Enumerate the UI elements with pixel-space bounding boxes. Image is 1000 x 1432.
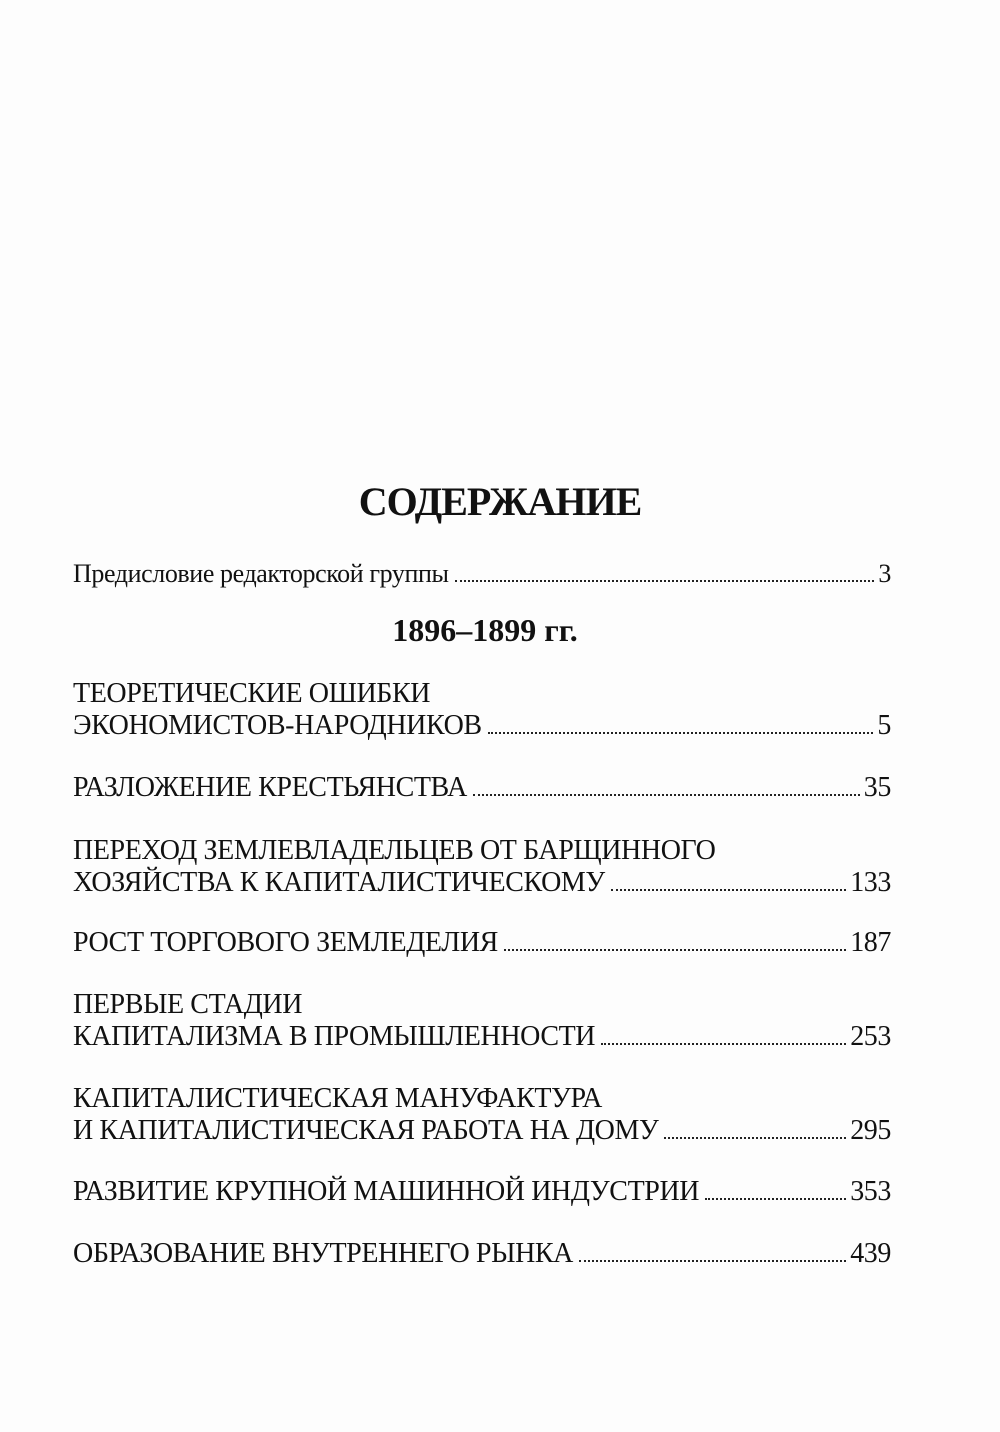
entry-title: Предисловие редакторской группы <box>73 559 449 588</box>
leader-dots <box>504 949 846 951</box>
page-number: 187 <box>850 927 891 958</box>
toc-entry[interactable] <box>73 1083 891 1147</box>
toc-entry-preface[interactable] <box>73 558 891 590</box>
toc-entry[interactable] <box>73 772 891 804</box>
leader-dots <box>611 889 846 891</box>
entry-title: РАЗВИТИЕ КРУПНОЙ МАШИННОЙ ИНДУСТРИИ <box>73 1176 700 1207</box>
toc-entry[interactable] <box>73 989 891 1053</box>
page-number: 35 <box>863 772 891 803</box>
toc-entry[interactable] <box>73 1238 891 1270</box>
leader-dots <box>579 1260 846 1262</box>
leader-dots <box>455 580 875 582</box>
entry-title-line1: ПЕРВЫЕ СТАДИИ <box>73 989 303 1020</box>
section-heading-period: 1896–1899 гг. <box>392 612 578 648</box>
page-number: 5 <box>877 710 891 741</box>
entry-title-line2: ЭКОНОМИСТОВ-НАРОДНИКОВ <box>73 710 482 741</box>
leader-dots <box>488 732 874 734</box>
leader-dots <box>473 794 860 796</box>
entry-title-line1: ТЕОРЕТИЧЕСКИЕ ОШИБКИ <box>73 678 431 709</box>
toc-entry[interactable] <box>73 678 891 742</box>
entry-title-line2: КАПИТАЛИЗМА В ПРОМЫШЛЕННОСТИ <box>73 1021 596 1052</box>
leader-dots <box>601 1043 846 1045</box>
entry-title: РОСТ ТОРГОВОГО ЗЕМЛЕДЕЛИЯ <box>73 927 498 958</box>
page-number: 133 <box>850 867 891 898</box>
toc-entry[interactable] <box>73 927 891 959</box>
entry-title-line1: ПЕРЕХОД ЗЕМЛЕВЛАДЕЛЬЦЕВ ОТ БАРЩИННОГО <box>73 835 716 866</box>
page-number: 353 <box>850 1176 891 1207</box>
entry-title: РАЗЛОЖЕНИЕ КРЕСТЬЯНСТВА <box>73 772 467 803</box>
page-number: 295 <box>850 1115 891 1146</box>
page-number: 439 <box>850 1238 891 1269</box>
entry-title-line2: И КАПИТАЛИСТИЧЕСКАЯ РАБОТА НА ДОМУ <box>73 1115 659 1146</box>
toc-entry[interactable] <box>73 835 891 899</box>
leader-dots <box>664 1137 846 1139</box>
page-number: 3 <box>878 559 891 588</box>
entry-title: ОБРАЗОВАНИЕ ВНУТРЕННЕГО РЫНКА <box>73 1238 574 1269</box>
page-number: 253 <box>850 1021 891 1052</box>
leader-dots <box>705 1198 846 1200</box>
page-title: СОДЕРЖАНИЕ <box>358 479 642 524</box>
toc-entry[interactable] <box>73 1176 891 1208</box>
entry-title-line2: ХОЗЯЙСТВА К КАПИТАЛИСТИЧЕСКОМУ <box>73 867 605 898</box>
entry-title-line1: КАПИТАЛИСТИЧЕСКАЯ МАНУФАКТУРА <box>73 1083 602 1114</box>
